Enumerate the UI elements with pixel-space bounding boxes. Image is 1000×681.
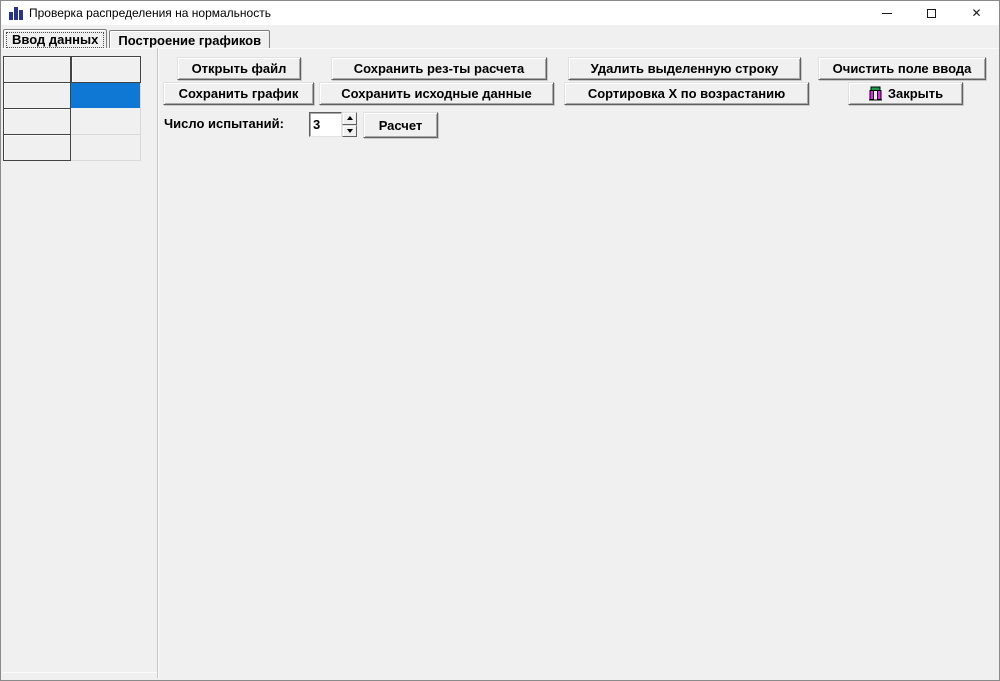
left-panel-edge [2, 672, 157, 673]
data-grid [3, 56, 143, 161]
save-graph-button[interactable] [163, 82, 314, 105]
open-file-button[interactable] [177, 57, 301, 80]
save-results-label: Сохранить рез-ты расчета [353, 61, 525, 76]
panel-divider [157, 48, 159, 678]
minimize-button[interactable] [864, 1, 909, 25]
save-source-data-button[interactable] [319, 82, 554, 105]
save-source-data-label: Сохранить исходные данные [341, 86, 532, 101]
grid-fixed-cell[interactable] [3, 134, 71, 161]
delete-selected-row-label: Удалить выделенную строку [590, 61, 779, 76]
arrow-down-icon [347, 129, 353, 133]
grid-fixed-cell[interactable] [3, 56, 71, 83]
tab-plot-graphs-label: Построение графиков [118, 32, 262, 48]
sort-x-ascending-button[interactable] [564, 82, 809, 105]
open-file-label: Открыть файл [191, 61, 287, 76]
tab-data-input[interactable] [3, 29, 107, 49]
exit-door-icon [868, 86, 883, 101]
close-button[interactable] [954, 1, 999, 25]
close-icon: ✕ [971, 6, 982, 20]
titlebar [1, 1, 999, 25]
bar-chart-icon [9, 7, 23, 20]
grid-cell[interactable] [71, 108, 141, 135]
arrow-up-icon [347, 116, 353, 120]
close-app-label: Закрыть [887, 86, 944, 101]
maximize-button[interactable] [909, 1, 954, 25]
window-title: Проверка распределения на нормальность [29, 6, 271, 20]
calculate-button[interactable] [363, 112, 438, 138]
grid-fixed-cell[interactable] [71, 56, 141, 83]
tab-bar [3, 29, 270, 49]
calculate-label: Расчет [378, 117, 423, 133]
tab-underline [1, 48, 999, 49]
sort-x-ascending-label: Сортировка X по возрастанию [587, 86, 786, 101]
spin-up-button[interactable] [342, 112, 357, 125]
clear-input-button[interactable] [818, 57, 986, 80]
trials-count-spinner [342, 112, 357, 137]
grid-selected-cell[interactable] [71, 83, 141, 108]
trials-count-label: Число испытаний: [164, 116, 284, 131]
save-graph-label: Сохранить график [178, 86, 299, 101]
maximize-icon [927, 9, 936, 18]
save-results-button[interactable] [331, 57, 547, 80]
window-controls [864, 1, 999, 25]
trials-count-input[interactable] [309, 112, 342, 137]
close-app-button[interactable] [848, 82, 963, 105]
clear-input-label: Очистить поле ввода [832, 61, 972, 76]
delete-selected-row-button[interactable] [568, 57, 801, 80]
grid-fixed-cell[interactable] [3, 108, 71, 135]
grid-fixed-cell[interactable] [3, 82, 71, 109]
tab-plot-graphs[interactable] [109, 30, 270, 49]
tab-data-input-label: Ввод данных [12, 32, 99, 47]
grid-cell[interactable] [71, 135, 141, 161]
spin-down-button[interactable] [342, 125, 357, 138]
minimize-icon [882, 13, 892, 14]
